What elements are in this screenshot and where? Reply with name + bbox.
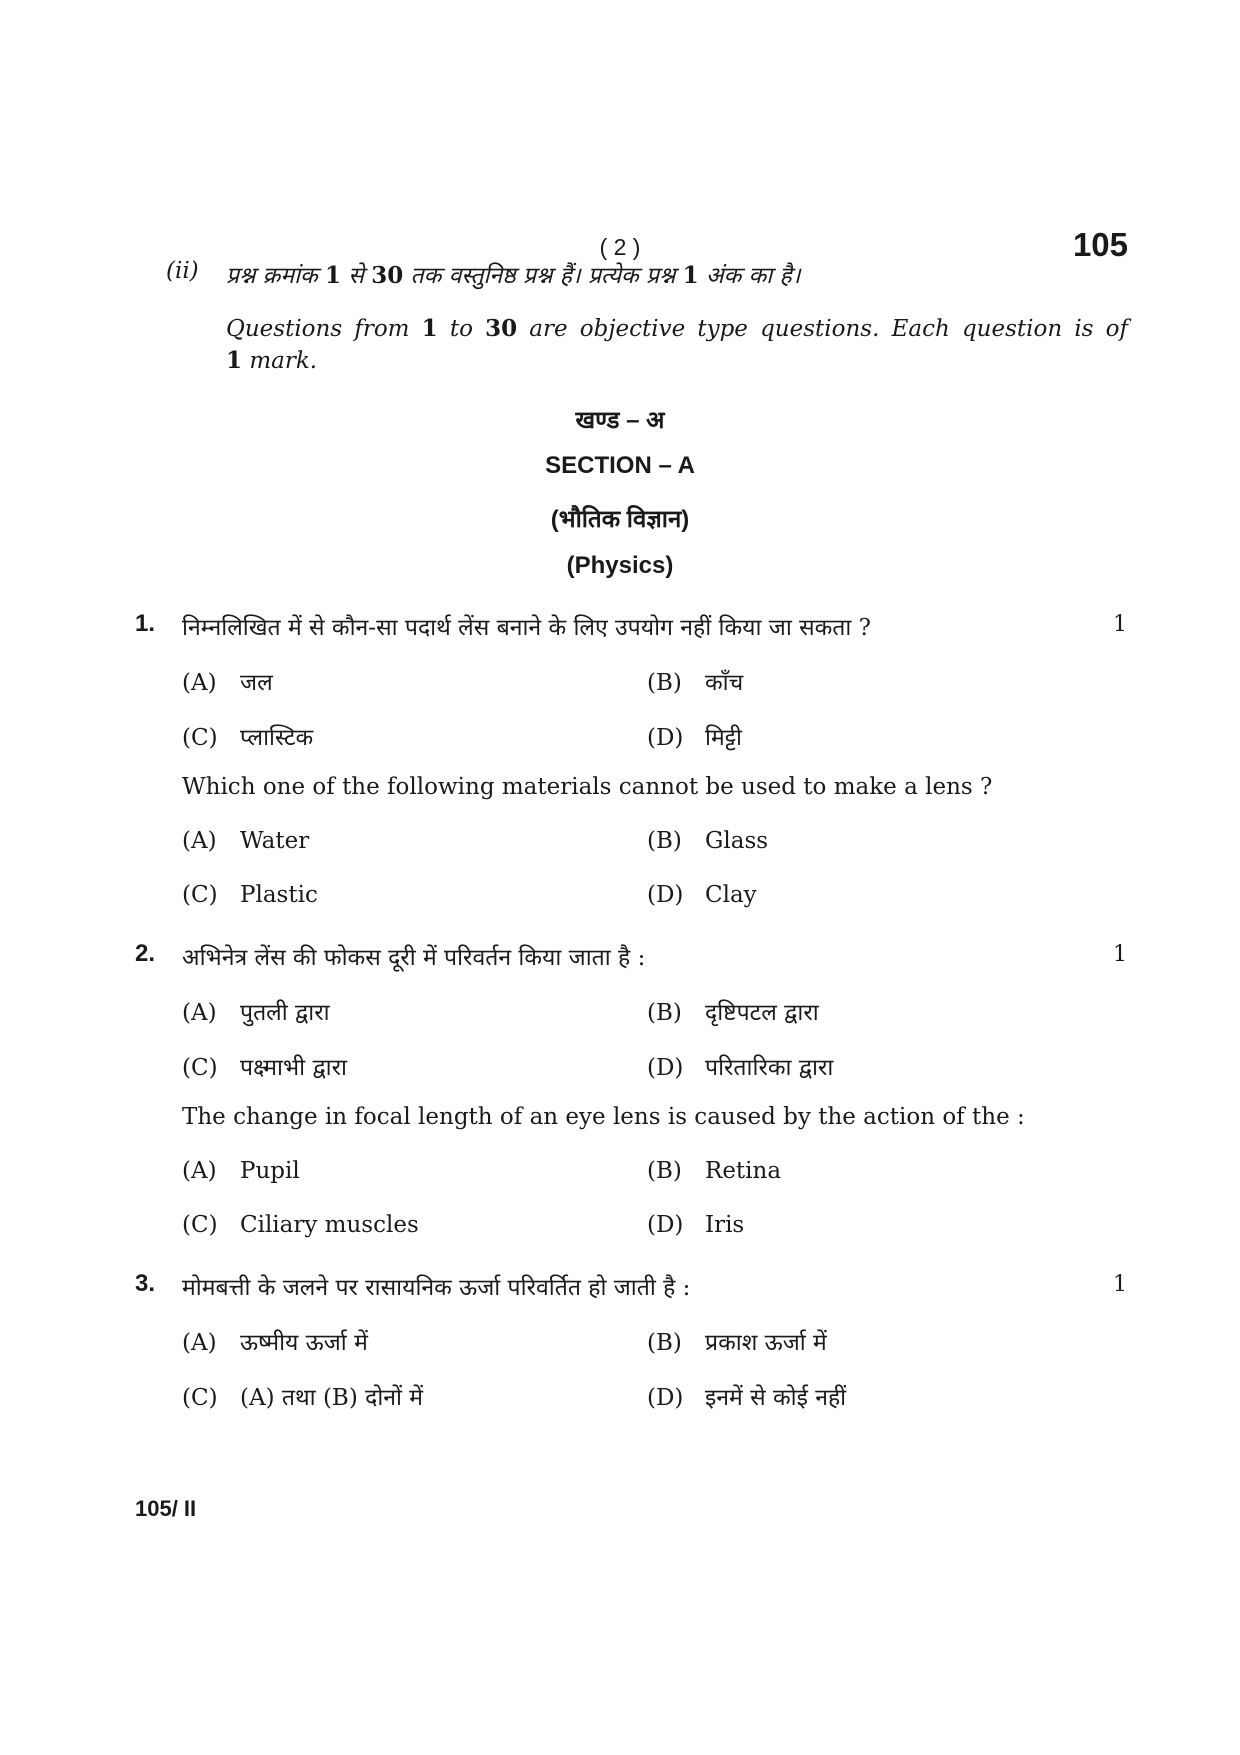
question-1-text-english: Which one of the following materials cannot be used to make a lens ? (182, 774, 993, 800)
q2-hindi-option-b: (B) दृष्टिपटल द्वारा (647, 1000, 819, 1026)
question-2-marks: 1 (1113, 942, 1127, 967)
q2-english-option-a: (A) Pupil (182, 1158, 300, 1184)
q1-english-option-b: (B) Glass (647, 828, 769, 854)
q1-hindi-option-b: (B) काँच (647, 670, 744, 696)
q2-english-option-d: (D) Iris (647, 1212, 745, 1238)
q2-hindi-option-a: (A) पुतली द्वारा (182, 1000, 330, 1026)
subject-hindi: (भौतिक विज्ञान) (550, 506, 690, 533)
question-2-number: 2. (135, 940, 156, 967)
q3-hindi-option-c: (C) (A) तथा (B) दोनों में (182, 1385, 424, 1411)
question-2-text-hindi: अभिनेत्र लेंस की फोकस दूरी में परिवर्तन किया जाता है : (182, 945, 646, 971)
question-1-text-hindi: निम्नलिखित में से कौन-सा पदार्थ लेंस बनाने के लिए उपयोग नहीं किया जा सकता ? (182, 615, 872, 641)
question-3-text-hindi: मोमबत्ती के जलने पर रासायनिक ऊर्जा परिवर्तित हो जाती है : (182, 1275, 691, 1301)
q2-hindi-option-d: (D) परितारिका द्वारा (647, 1055, 834, 1081)
question-1-marks: 1 (1113, 612, 1127, 637)
q1-english-option-d: (D) Clay (647, 882, 757, 908)
subject-english: (Physics) (566, 552, 674, 579)
instruction-english-line1: Questions from 1 to 30 are objective type questions. Each question is of (226, 315, 1129, 342)
q1-english-option-c: (C) Plastic (182, 882, 318, 908)
question-2-text-english: The change in focal length of an eye lens is caused by the action of the : (182, 1104, 1025, 1130)
page-number: ( 2 ) (599, 234, 641, 260)
q2-hindi-option-c: (C) पक्ष्माभी द्वारा (182, 1055, 347, 1081)
paper-code: 105 (1072, 226, 1128, 263)
question-3-marks: 1 (1113, 1272, 1127, 1297)
section-title: SECTION – A (545, 452, 695, 479)
instruction-english-line2: 1 mark. (226, 347, 318, 374)
q3-hindi-option-a: (A) ऊष्मीय ऊर्जा में (182, 1330, 368, 1356)
q1-hindi-option-c: (C) प्लास्टिक (182, 725, 314, 751)
q2-english-option-c: (C) Ciliary muscles (182, 1212, 419, 1238)
q1-hindi-option-a: (A) जल (182, 670, 273, 696)
q1-english-option-a: (A) Water (182, 828, 310, 854)
q1-hindi-option-d: (D) मिट्टी (647, 725, 742, 751)
section-title-hindi: खण्ड – अ (575, 407, 665, 434)
instruction-hindi: प्रश्न क्रमांक 1 से 30 तक वस्तुनिष्ठ प्रश्न हैं। प्रत्येक प्रश्न 1 अंक का है। (226, 262, 801, 289)
footer-paper-code: 105/ II (135, 1496, 197, 1521)
instruction-number: (ii) (166, 258, 199, 284)
q2-english-option-b: (B) Retina (647, 1158, 782, 1184)
q3-hindi-option-d: (D) इनमें से कोई नहीं (647, 1385, 847, 1411)
question-1-number: 1. (135, 610, 156, 637)
q3-hindi-option-b: (B) प्रकाश ऊर्जा में (647, 1330, 827, 1356)
question-3-number: 3. (135, 1270, 156, 1297)
